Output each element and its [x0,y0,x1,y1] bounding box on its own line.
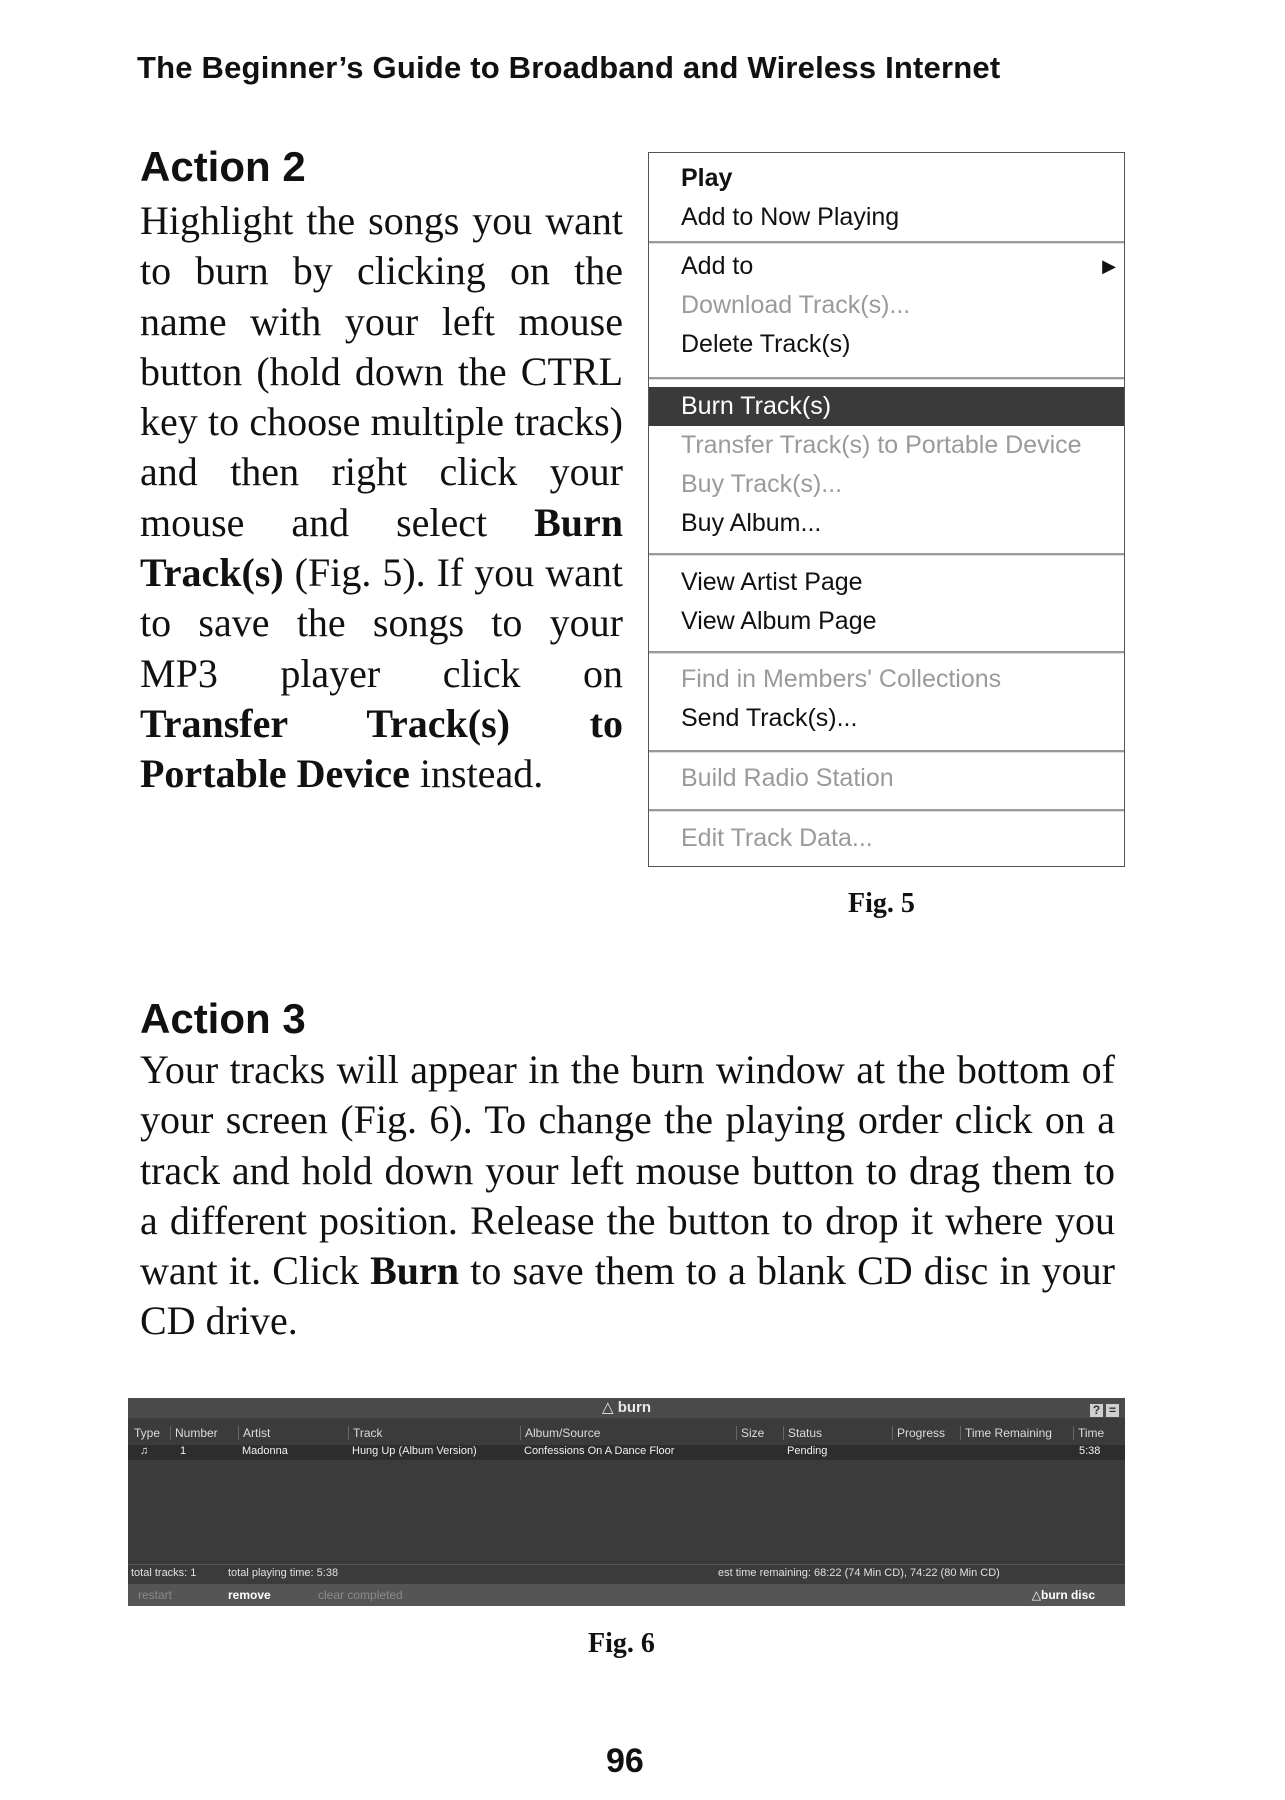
action-2-text-2: (Fig. 5). If you want to save the songs to your MP3 player click on [140,550,623,696]
column-track[interactable]: Track [348,1426,383,1440]
remove-button[interactable]: remove [228,1588,271,1602]
menu-item-burn-tracks[interactable]: Burn Track(s) [649,387,1124,426]
figure-5-caption: Fig. 5 [848,888,915,919]
cell-album: Confessions On A Dance Floor [524,1445,675,1457]
menu-item-transfer-tracks: Transfer Track(s) to Portable Device [681,431,1082,459]
cell-artist: Madonna [242,1445,288,1457]
burn-button-bar [128,1584,1125,1606]
menu-item-download-tracks: Download Track(s)... [681,291,911,319]
menu-item-view-artist-page[interactable]: View Artist Page [681,568,863,596]
action-3-body [140,1045,1115,1347]
menu-item-play[interactable]: Play [681,164,733,192]
table-row[interactable] [128,1445,1125,1460]
context-menu [648,152,1125,867]
total-playing-time: total playing time: 5:38 [228,1567,339,1579]
help-icon[interactable]: ? [1090,1404,1103,1417]
burn-disc-icon: △ [1031,1588,1041,1602]
column-type[interactable]: Type [134,1426,161,1440]
column-progress[interactable]: Progress [892,1426,945,1440]
column-status[interactable]: Status [783,1426,822,1440]
action-3-text-1: Your tracks will appear in the burn window at the bottom of your screen (Fig. 6). To change the playing order click on a track and hold down your left mouse button to drag them to a different position. Release the button to drop it where you want it. Click [140,1047,1115,1294]
clear-completed-button[interactable]: clear completed [318,1588,403,1602]
action-2-bold-transfer-tracks: Transfer Track(s) to Portable Device [140,700,623,797]
action-2-title: Action 2 [140,143,306,190]
cell-time: 5:38 [1079,1445,1101,1457]
burn-title-bar [128,1398,1125,1418]
column-size[interactable]: Size [736,1426,764,1440]
burn-icon: △ [601,1399,614,1416]
menu-icon[interactable]: = [1106,1404,1119,1417]
menu-separator [649,809,1124,812]
action-3-bold-burn: Burn [370,1248,460,1294]
cell-status: Pending [787,1445,828,1457]
menu-item-view-album-page[interactable]: View Album Page [681,607,877,635]
action-3-text-2: to save them to a blank CD disc in your CD drive. [140,1248,1115,1344]
burn-disc-label: burn disc [1040,1588,1095,1602]
burn-disc-button[interactable] [1022,1587,1105,1603]
menu-item-send-tracks[interactable]: Send Track(s)... [681,704,858,732]
menu-item-buy-tracks: Buy Track(s)... [681,470,843,498]
menu-separator [649,651,1124,654]
restart-button[interactable]: restart [138,1588,173,1602]
burn-window-title: burn [617,1399,652,1416]
menu-separator [649,750,1124,753]
menu-separator [649,553,1124,556]
cell-number: 1 [180,1445,187,1457]
action-2-bold-burn-tracks: Burn Track(s) [140,499,623,596]
window-controls [1087,1400,1119,1420]
total-tracks: total tracks: 1 [131,1567,197,1579]
menu-item-edit-track-data: Edit Track Data... [681,824,873,852]
column-time[interactable]: Time [1073,1426,1104,1440]
cell-track: Hung Up (Album Version) [352,1445,477,1457]
menu-item-add-to-label: Add to [681,252,754,280]
burn-status-bar [128,1564,1125,1583]
column-artist[interactable]: Artist [238,1426,270,1440]
column-number[interactable]: Number [170,1426,218,1440]
menu-item-add-to-now-playing[interactable]: Add to Now Playing [681,203,900,231]
action-3-title: Action 3 [140,995,306,1042]
menu-item-add-to[interactable] [649,247,1124,286]
action-2-text-1: Highlight the songs you want to burn by clicking on the name with your left mouse button (hold down the CTRL key to choose multiple tracks) and then right click your mouse and select [140,198,623,545]
action-2-body [140,196,623,800]
running-head: The Beginner’s Guide to Broadband and Wireless Internet [137,50,1001,85]
menu-item-delete-tracks[interactable]: Delete Track(s) [681,330,851,358]
column-time-remaining[interactable]: Time Remaining [960,1426,1052,1440]
figure-6-caption: Fig. 6 [588,1628,655,1659]
action-2-text-3: instead. [409,751,544,797]
submenu-arrow-icon: ▶ [1102,256,1116,276]
page-number: 96 [606,1742,644,1780]
burn-window [128,1398,1125,1606]
menu-item-find-in-members-collections: Find in Members' Collections [681,665,1002,693]
track-type-icon: ♫ [140,1445,149,1457]
menu-separator [649,241,1124,244]
burn-column-headers [128,1426,1125,1444]
est-time-remaining: est time remaining: 68:22 (74 Min CD), 74:22 (80 Min CD) [718,1567,1000,1579]
menu-item-build-radio-station: Build Radio Station [681,764,894,792]
column-album-source[interactable]: Album/Source [520,1426,600,1440]
menu-separator [649,377,1124,380]
menu-item-buy-album[interactable]: Buy Album... [681,509,822,537]
